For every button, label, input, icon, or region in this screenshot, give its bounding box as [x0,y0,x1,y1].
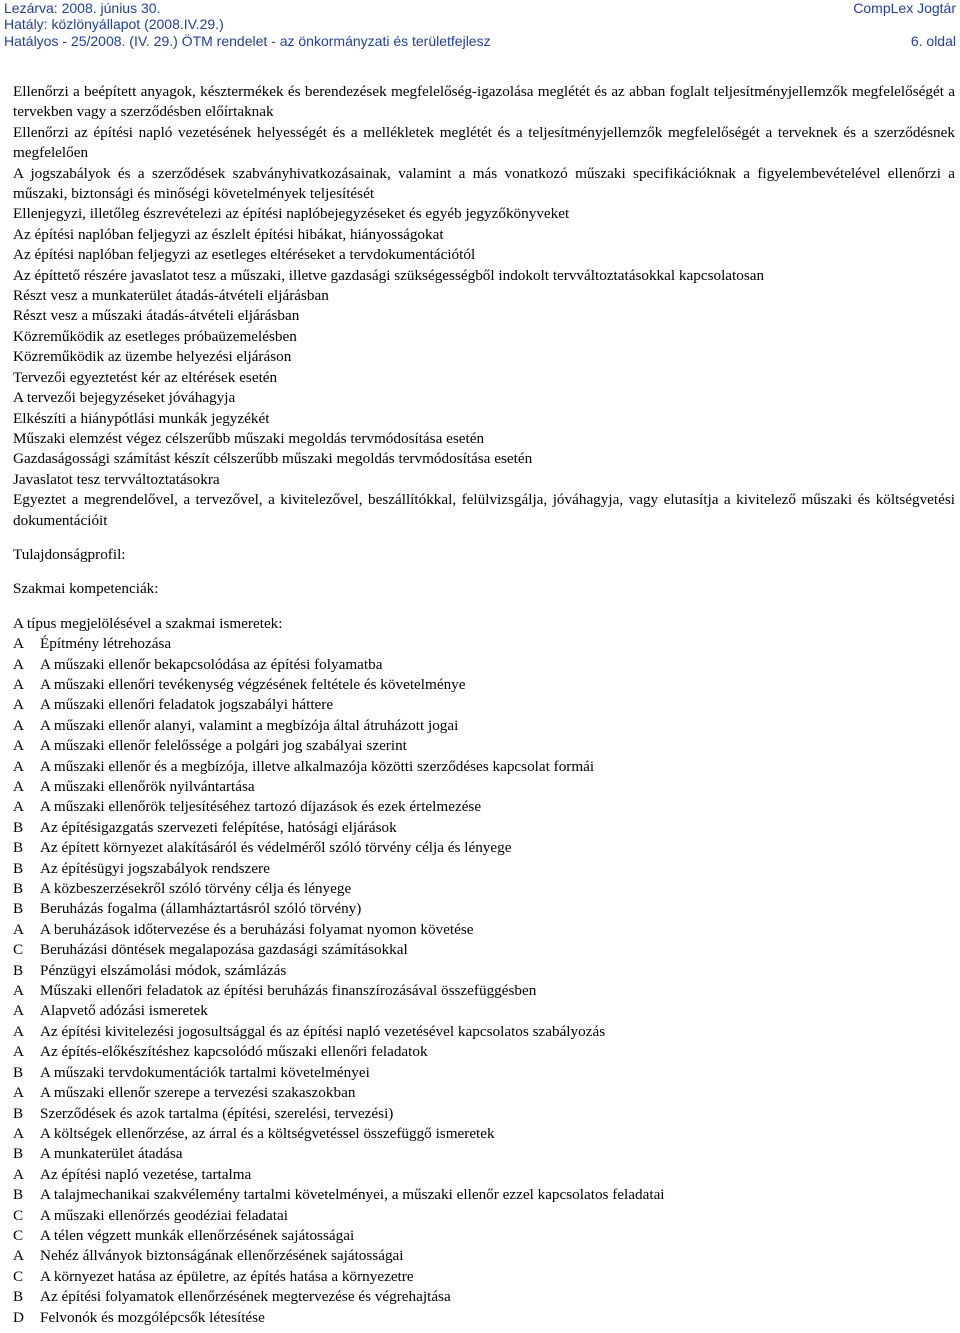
duty-item: A tervezői bejegyzéseket jóváhagyja [13,389,236,407]
knowledge-topic: A műszaki ellenőr bekapcsolódása az építési folyamatba [40,655,383,673]
knowledge-level-code: A [13,696,24,714]
knowledge-item [13,695,955,715]
document-body [13,82,955,1328]
knowledge-item [13,1001,955,1021]
knowledge-topic: A környezet hatása az épületre, az építés hatása a környezetre [40,1267,414,1285]
knowledge-item [13,1165,955,1185]
knowledge-item [13,1267,955,1287]
knowledge-item [13,655,955,675]
knowledge-topic: A talajmechanikai szakvélemény tartalmi követelményei, a műszaki ellenőr ezzel kapcsolatos feladatai [40,1186,665,1204]
knowledge-item [13,838,955,858]
knowledge-topic: A műszaki ellenőrök teljesítéséhez tartozó díjazások és ezek értelmezése [40,798,482,816]
knowledge-list [13,634,955,1328]
knowledge-level-code: A [13,1247,24,1265]
section-gap [13,531,955,545]
knowledge-level-code: A [13,982,24,1000]
knowledge-item [13,1022,955,1042]
duty-item: Az építési naplóban feljegyzi az esetleges eltéréseket a tervdokumentációtól [13,246,476,264]
knowledge-item [13,981,955,1001]
knowledge-level-code: C [13,1206,24,1224]
knowledge-level-code: B [13,1104,24,1122]
knowledge-topic: Az építésigazgatás szervezeti felépítése, hatósági eljárások [40,818,397,836]
knowledge-item [13,1246,955,1266]
knowledge-item [13,1124,955,1144]
knowledge-level-code: B [13,880,24,898]
knowledge-topic: A műszaki ellenőri tevékenység végzésének feltétele és követelménye [40,675,466,693]
knowledge-topic: A beruházások időtervezése és a beruházási folyamat nyomon követése [40,920,474,938]
knowledge-level-code: B [13,900,24,918]
duty-item: Közreműködik az esetleges próbaüzemelésben [13,327,297,345]
knowledge-item [13,634,955,654]
knowledge-topic: Beruházási döntések megalapozása gazdasági számításokkal [40,941,408,959]
knowledge-item [13,1308,955,1328]
header-status: Hatály: közlönyállapot (2008.IV.29.) [4,16,224,32]
knowledge-item [13,1083,955,1103]
knowledge-item [13,961,955,981]
duty-item: Műszaki elemzést végez célszerűbb műszaki megoldás tervmódosítása esetén [13,429,485,447]
knowledge-topic: Szerződések és azok tartalma (építési, szerelési, tervezési) [40,1104,394,1122]
knowledge-level-code: A [13,1002,24,1020]
duty-item: A jogszabályok és a szerződések szabványhivatkozásainak, valamint a más vonatkozó műszaki specifikációknak a figyelembevételével ellenőrzi a műszaki, biztonsági és minőségi követelmények teljesítését [13,164,955,203]
knowledge-topic: A műszaki ellenőrök nyilvántartása [40,778,255,795]
header-page-number: 6. oldal [910,33,956,49]
knowledge-topic: Alapvető adózási ismeretek [40,1002,208,1020]
knowledge-topic: Nehéz állványok biztonságának ellenőrzésének sajátosságai [40,1247,404,1265]
knowledge-level-code: C [13,941,24,959]
knowledge-level-code: A [13,1022,24,1040]
page-header [0,0,960,52]
knowledge-topic: Az építésügyi jogszabályok rendszere [40,859,270,877]
knowledge-level-code: B [13,961,24,979]
knowledge-topic: Műszaki ellenőri feladatok az építési beruházás finanszírozásával összefüggésben [40,982,537,1000]
knowledge-topic: Az építési kivitelezési jogosultsággal és az építési napló vezetésével kapcsolatos szabályozás [40,1022,606,1040]
knowledge-level-code: B [13,839,24,857]
knowledge-level-code: B [13,1186,24,1204]
knowledge-item [13,1226,955,1246]
knowledge-level-code: A [13,920,24,938]
knowledge-level-code: C [13,1267,24,1285]
knowledge-item [13,716,955,736]
knowledge-topic: A műszaki ellenőrzés geodéziai feladatai [40,1206,288,1224]
knowledge-topic: A műszaki tervdokumentációk tartalmi követelményei [40,1063,370,1081]
knowledge-item [13,818,955,838]
duty-item: Közreműködik az üzembe helyezési eljáráson [13,348,292,366]
knowledge-item [13,757,955,777]
knowledge-item [13,1144,955,1164]
knowledge-level-code: B [13,1063,24,1081]
knowledge-level-code: B [13,818,24,836]
knowledge-item [13,940,955,960]
knowledge-level-code: D [13,1308,24,1326]
duty-item: Ellenőrzi a beépített anyagok, késztermékek és berendezések megfelelőség-igazolása meglétét és az abban foglalt teljesítményjellemzők megfelelőségét a tervekben vagy a szerződésben előírtaknak [13,83,955,121]
section-gap [13,600,955,614]
competencies-heading: Szakmai kompetenciák: [13,580,159,598]
duty-item: Részt vesz a műszaki átadás-átvételi eljárásban [13,307,300,325]
knowledge-item [13,1206,955,1226]
knowledge-level-code: A [13,1084,24,1102]
duty-item: Elkészíti a hiánypótlási munkák jegyzékét [13,409,270,427]
knowledge-topic: A műszaki ellenőr szerepe a tervezési szakaszokban [40,1084,356,1102]
knowledge-topic: A műszaki ellenőri feladatok jogszabályi háttere [40,696,334,714]
knowledge-item [13,1185,955,1205]
knowledge-level-code: A [13,1043,24,1061]
header-closed-date: Lezárva: 2008. június 30. [4,0,161,16]
knowledge-intro: A típus megjelölésével a szakmai ismeretek: [13,614,283,632]
knowledge-item [13,1042,955,1062]
knowledge-topic: A műszaki ellenőr alanyi, valamint a megbízója által átruházott jogai [40,716,459,734]
knowledge-item [13,736,955,756]
knowledge-item [13,879,955,899]
duties-list [13,82,955,531]
knowledge-topic: A télen végzett munkák ellenőrzésének sajátosságai [40,1226,355,1244]
duty-item: Egyeztet a megrendelővel, a tervezővel, a kivitelezővel, beszállítókkal, felülvizsgálja, jóváhagyja, vagy elutasítja a kivitelező műszaki és költségvetési dokumentációit [13,491,955,529]
knowledge-topic: A műszaki ellenőr felelőssége a polgári jog szabályai szerint [40,737,407,755]
knowledge-topic: A költségek ellenőrzése, az árral és a költségvetéssel összefüggő ismeretek [40,1124,495,1142]
knowledge-topic: Felvonók és mozgólépcsők létesítése [40,1308,265,1326]
knowledge-topic: Beruházás fogalma (államháztartásról szóló törvény) [40,900,362,918]
duty-item: Tervezői egyeztetést kér az eltérések esetén [13,368,278,386]
knowledge-topic: Az építési folyamatok ellenőrzésének megtervezése és végrehajtása [40,1288,451,1306]
header-brand: CompLex Jogtár [853,0,956,16]
duty-item: Ellenjegyzi, illetőleg észrevételezi az építési naplóbejegyzéseket és egyéb jegyzőkönyveket [13,205,570,223]
knowledge-topic: A közbeszerzésekről szóló törvény célja és lényege [40,880,352,898]
knowledge-level-code: A [13,757,24,775]
knowledge-topic: Az építési napló vezetése, tartalma [40,1165,252,1183]
knowledge-level-code: B [13,1288,24,1306]
knowledge-topic: A munkaterület átadása [40,1145,183,1163]
knowledge-topic: Az építés-előkészítéshez kapcsolódó műszaki ellenőri feladatok [40,1043,428,1061]
knowledge-item [13,797,955,817]
knowledge-level-code: A [13,716,24,734]
knowledge-level-code: A [13,778,24,795]
knowledge-level-code: A [13,675,24,693]
knowledge-item [13,1063,955,1083]
duty-item: Részt vesz a munkaterület átadás-átvételi eljárásban [13,287,329,305]
profile-heading: Tulajdonságprofil: [13,545,126,563]
knowledge-level-code: A [13,635,24,653]
knowledge-level-code: C [13,1226,24,1244]
duty-item: Gazdaságossági számítást készít célszerűbb műszaki megoldás tervmódosítása esetén [13,450,533,468]
knowledge-level-code: A [13,1124,24,1142]
duty-item: Az építési naplóban feljegyzi az észlelt építési hibákat, hiányosságokat [13,225,444,243]
knowledge-topic: Az épített környezet alakításáról és védelméről szóló törvény célja és lényege [40,839,512,857]
duty-item: Az építtető részére javaslatot tesz a műszaki, illetve gazdasági szükségességből indokolt tervváltoztatásokkal kapcsolatosan [13,266,765,284]
knowledge-level-code: A [13,655,24,673]
knowledge-level-code: B [13,1145,24,1163]
knowledge-item [13,899,955,919]
header-document-title: Hatályos - 25/2008. (IV. 29.) ÖTM rendelet - az önkormányzati és területfejlesz [4,33,491,49]
knowledge-item [13,675,955,695]
knowledge-level-code: A [13,798,24,816]
knowledge-topic: Építmény létrehozása [40,635,172,653]
knowledge-item [13,1287,955,1307]
knowledge-topic: A műszaki ellenőr és a megbízója, illetve alkalmazója közötti szerződéses kapcsolat formái [40,757,595,775]
knowledge-level-code: B [13,859,24,877]
section-gap [13,565,955,579]
duty-item: Javaslatot tesz tervváltoztatásokra [13,470,220,488]
knowledge-topic: Pénzügyi elszámolási módok, számlázás [40,961,287,979]
knowledge-item [13,777,955,797]
knowledge-item [13,859,955,879]
knowledge-item [13,920,955,940]
duty-item: Ellenőrzi az építési napló vezetésének helyességét és a mellékletek meglétét és a teljesítményjellemzők megfelelőségét a terveknek és a szerződésnek megfelelően [13,123,955,162]
knowledge-level-code: A [13,737,24,755]
knowledge-item [13,1104,955,1124]
knowledge-level-code: A [13,1165,24,1183]
